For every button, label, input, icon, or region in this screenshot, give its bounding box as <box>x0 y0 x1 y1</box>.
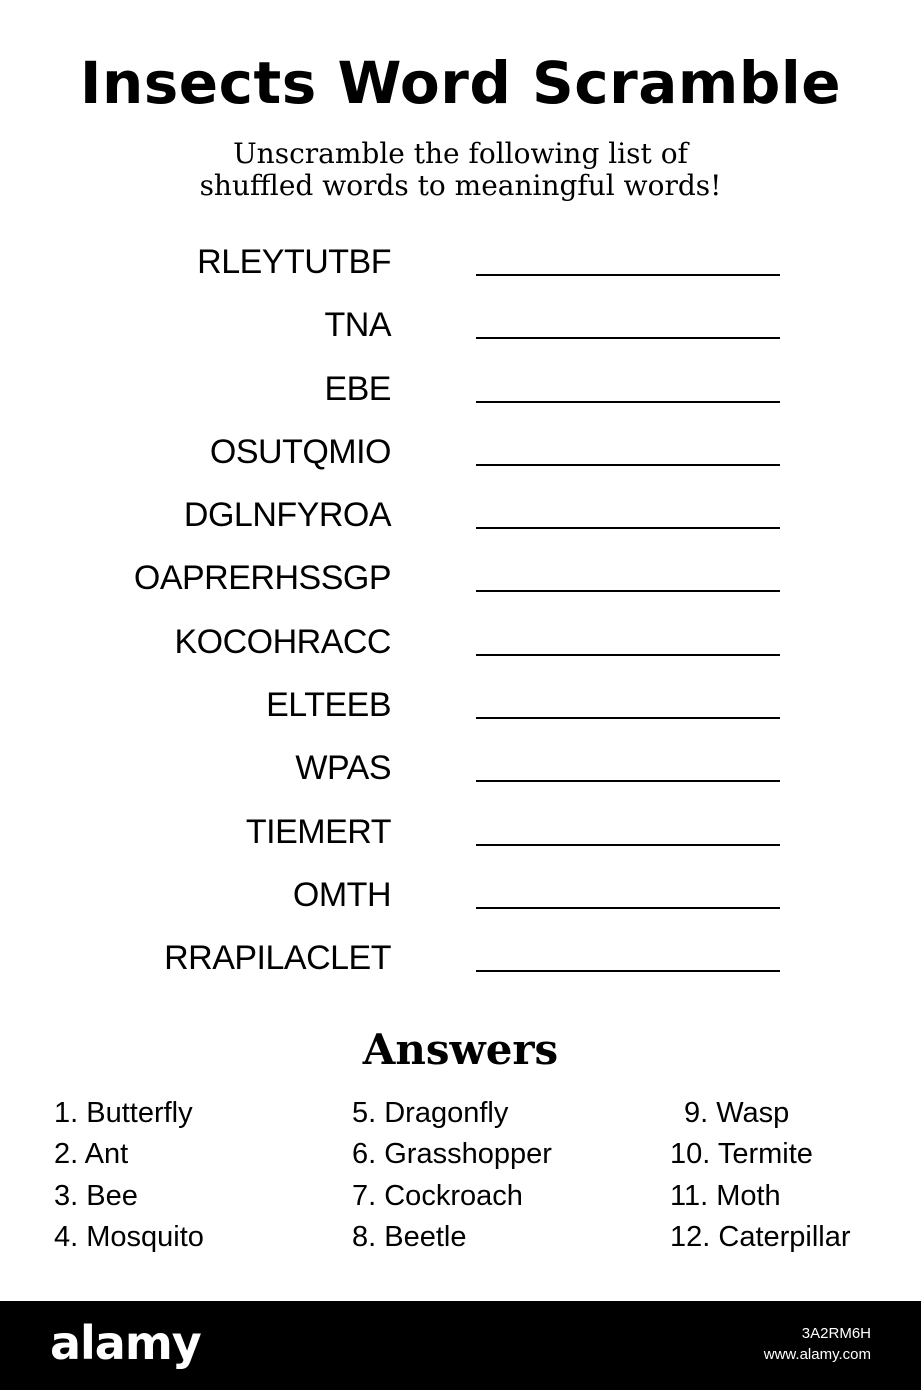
answer-blank <box>476 590 780 592</box>
scramble-row <box>0 871 921 934</box>
answer-item: 10. Termite <box>670 1138 813 1171</box>
instructions-line-1: Unscramble the following list of <box>233 137 688 170</box>
watermark-footer <box>0 1301 921 1390</box>
scramble-row <box>0 428 921 491</box>
site-url: www.alamy.com <box>763 1346 871 1363</box>
answer-blank <box>476 337 780 339</box>
answers-column-2 <box>352 1093 552 1258</box>
answers-column-3 <box>670 1093 851 1258</box>
scrambled-word: DGLNFYROA <box>183 496 391 535</box>
answer-item: 1. Butterfly <box>54 1097 193 1129</box>
answer-blank <box>476 717 780 719</box>
scramble-row <box>0 681 921 744</box>
scramble-row <box>0 934 921 997</box>
scramble-row <box>0 618 921 681</box>
scrambled-word: TIEMERT <box>245 812 391 851</box>
answer-item: 3. Bee <box>54 1179 138 1212</box>
answer-blank <box>476 970 780 972</box>
scramble-list <box>0 238 921 998</box>
brand-logo: alamy <box>50 1316 201 1370</box>
answer-item: 7. Cockroach <box>352 1179 523 1212</box>
answer-item: 9. Wasp <box>684 1097 790 1129</box>
answer-blank <box>476 907 780 909</box>
scrambled-word: KOCOHRACC <box>174 622 391 661</box>
answer-blank <box>476 401 780 403</box>
scramble-row <box>0 301 921 364</box>
answers-column-1 <box>54 1093 204 1258</box>
answer-blank <box>476 527 780 529</box>
scramble-row <box>0 554 921 617</box>
image-id: 3A2RM6H <box>801 1325 871 1342</box>
instructions-line-2: shuffled words to meaningful words! <box>199 169 722 202</box>
scramble-row <box>0 808 921 871</box>
answers-heading: Answers <box>362 1025 559 1074</box>
answer-blank <box>476 464 780 466</box>
scrambled-word: RRAPILACLET <box>164 939 391 978</box>
scrambled-word: WPAS <box>295 749 391 788</box>
scramble-row <box>0 744 921 807</box>
scrambled-word: OSUTQMIO <box>209 432 391 471</box>
scrambled-word: EBE <box>324 369 391 408</box>
answer-item: 8. Beetle <box>352 1220 467 1253</box>
answer-blank <box>476 654 780 656</box>
scramble-row <box>0 238 921 301</box>
answer-blank <box>476 274 780 276</box>
instructions <box>0 138 921 202</box>
scrambled-word: OAPRERHSSGP <box>133 559 391 598</box>
scrambled-word: OMTH <box>292 875 391 914</box>
scramble-row <box>0 491 921 554</box>
answer-item: 6. Grasshopper <box>352 1138 552 1171</box>
worksheet-title: Insects Word Scramble <box>79 49 842 117</box>
answer-item: 2. Ant <box>54 1138 129 1171</box>
image-meta <box>764 1323 871 1365</box>
answer-item: 4. Mosquito <box>54 1220 204 1253</box>
scramble-row <box>0 365 921 428</box>
answer-item: 11. Moth <box>670 1179 781 1212</box>
scrambled-word: TNA <box>324 306 391 345</box>
answer-item: 12. Caterpillar <box>670 1220 851 1253</box>
answer-blank <box>476 780 780 782</box>
scrambled-word: RLEYTUTBF <box>197 243 391 281</box>
scrambled-word: ELTEEB <box>266 686 391 725</box>
answer-item: 5. Dragonfly <box>352 1097 509 1129</box>
answer-blank <box>476 844 780 846</box>
